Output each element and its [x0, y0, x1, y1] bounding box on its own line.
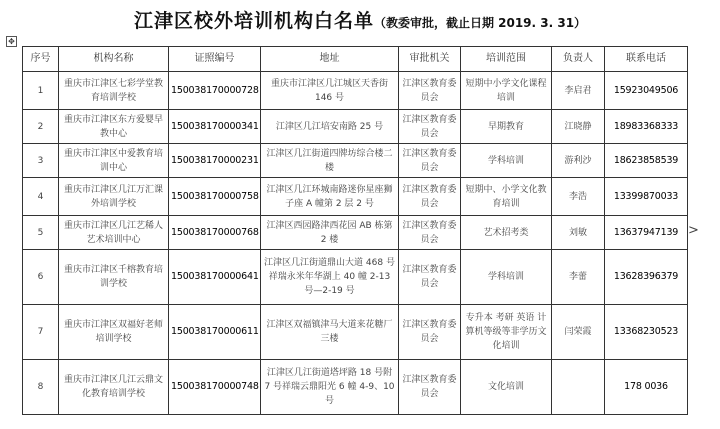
- cell-cert: 150038170000768: [169, 216, 261, 250]
- cell-phone: 13368230523: [605, 305, 688, 360]
- document-title: [0, 6, 720, 33]
- header-cert: 证照编号: [169, 47, 261, 72]
- table-row: [23, 72, 688, 110]
- title-sub: （教委审批，截止日期 2019. 3. 31）: [373, 16, 587, 30]
- cell-person: 李启君: [552, 72, 605, 110]
- cell-name: 重庆市江津区双福好老师培训学校: [59, 305, 169, 360]
- table-row: [23, 216, 688, 250]
- header-scope: 培训范围: [461, 47, 552, 72]
- cell-scope: 文化培训: [461, 360, 552, 415]
- cell-person: 游利沙: [552, 144, 605, 178]
- header-person: 负责人: [552, 47, 605, 72]
- cell-no: 7: [23, 305, 59, 360]
- cell-name: 重庆市江津区几江万汇课外培训学校: [59, 178, 169, 216]
- cell-person: 刘敏: [552, 216, 605, 250]
- cell-name: 重庆市江津区七彩学堂教育培训学校: [59, 72, 169, 110]
- cell-address: 江津区双福镇津马大道来花糖厂三楼: [261, 305, 399, 360]
- cell-cert: 150038170000641: [169, 250, 261, 305]
- cell-phone: 13399870033: [605, 178, 688, 216]
- cell-phone: 18623858539: [605, 144, 688, 178]
- table-header-row: [23, 47, 688, 72]
- cell-name: 重庆市江津区中爱教育培训中心: [59, 144, 169, 178]
- cell-person: 李蕾: [552, 250, 605, 305]
- cell-authority: 江津区教育委员会: [399, 360, 461, 415]
- cell-phone: 13628396379: [605, 250, 688, 305]
- cell-phone: 18983368333: [605, 110, 688, 144]
- cell-phone: 178 0036: [605, 360, 688, 415]
- cell-address: 江津区几江街道四牌坊综合楼二楼: [261, 144, 399, 178]
- header-name: 机构名称: [59, 47, 169, 72]
- cell-scope: 艺术招考类: [461, 216, 552, 250]
- cell-authority: 江津区教育委员会: [399, 110, 461, 144]
- header-authority: 审批机关: [399, 47, 461, 72]
- cell-cert: 150038170000728: [169, 72, 261, 110]
- cell-authority: 江津区教育委员会: [399, 72, 461, 110]
- table-row: [23, 110, 688, 144]
- table-row: [23, 144, 688, 178]
- cell-address: 江津区几江培安南路 25 号: [261, 110, 399, 144]
- cell-phone: 13637947139: [605, 216, 688, 250]
- table-row: [23, 305, 688, 360]
- cell-cert: 150038170000758: [169, 178, 261, 216]
- header-no: 序号: [23, 47, 59, 72]
- cell-scope: 专升本 考研 英语 计算机等级等非学历文化培训: [461, 305, 552, 360]
- cell-name: 重庆市江津区几江云鼎文化教育培训学校: [59, 360, 169, 415]
- cell-address: 重庆市江津区几江城区天香街 146 号: [261, 72, 399, 110]
- move-anchor-icon[interactable]: ✥: [6, 36, 17, 47]
- cell-scope: 短期中、小学文化教育培训: [461, 178, 552, 216]
- cell-authority: 江津区教育委员会: [399, 305, 461, 360]
- cell-cert: 150038170000611: [169, 305, 261, 360]
- whitelist-table: [22, 46, 688, 415]
- cell-name: 重庆市江津区千榕教育培训学校: [59, 250, 169, 305]
- cell-name: 重庆市江津区东方爱婴早教中心: [59, 110, 169, 144]
- cell-no: 2: [23, 110, 59, 144]
- cell-phone: 15923049506: [605, 72, 688, 110]
- cell-scope: 早期教育: [461, 110, 552, 144]
- cell-person: 江晓静: [552, 110, 605, 144]
- header-address: 地址: [261, 47, 399, 72]
- table-row: [23, 178, 688, 216]
- cell-scope: 学科培训: [461, 144, 552, 178]
- cell-person: 李浩: [552, 178, 605, 216]
- cell-no: 1: [23, 72, 59, 110]
- cell-authority: 江津区教育委员会: [399, 250, 461, 305]
- cell-scope: 短期中小学文化课程培训: [461, 72, 552, 110]
- cell-scope: 学科培训: [461, 250, 552, 305]
- cell-no: 6: [23, 250, 59, 305]
- cell-no: 3: [23, 144, 59, 178]
- cell-person: [552, 360, 605, 415]
- cell-person: 闫荣霞: [552, 305, 605, 360]
- cell-no: 4: [23, 178, 59, 216]
- cell-name: 重庆市江津区几江艺稀人艺术培训中心: [59, 216, 169, 250]
- cell-address: 江津区西园路津西花园 AB 栋第 2 楼: [261, 216, 399, 250]
- cell-cert: 150038170000341: [169, 110, 261, 144]
- cell-authority: 江津区教育委员会: [399, 144, 461, 178]
- cell-cert: 150038170000231: [169, 144, 261, 178]
- cell-address: 江津区几江环城南路迷你星座狮子座 A 幢第 2 层 2 号: [261, 178, 399, 216]
- cell-authority: 江津区教育委员会: [399, 178, 461, 216]
- table-row: [23, 360, 688, 415]
- title-main: 江津区校外培训机构白名单: [133, 10, 374, 32]
- caret-right-icon[interactable]: >: [688, 223, 699, 238]
- cell-authority: 江津区教育委员会: [399, 216, 461, 250]
- cell-address: 江津区几江街道塔坪路 18 号附 7 号祥瑞云鼎阳光 6 幢 4-9、10 号: [261, 360, 399, 415]
- cell-cert: 150038170000748: [169, 360, 261, 415]
- cell-no: 8: [23, 360, 59, 415]
- cell-address: 江津区几江街道鼎山大道 468 号祥瑞永米年华湖上 40 幢 2-13 号—2-19 号: [261, 250, 399, 305]
- table-row: [23, 250, 688, 305]
- header-phone: 联系电话: [605, 47, 688, 72]
- cell-no: 5: [23, 216, 59, 250]
